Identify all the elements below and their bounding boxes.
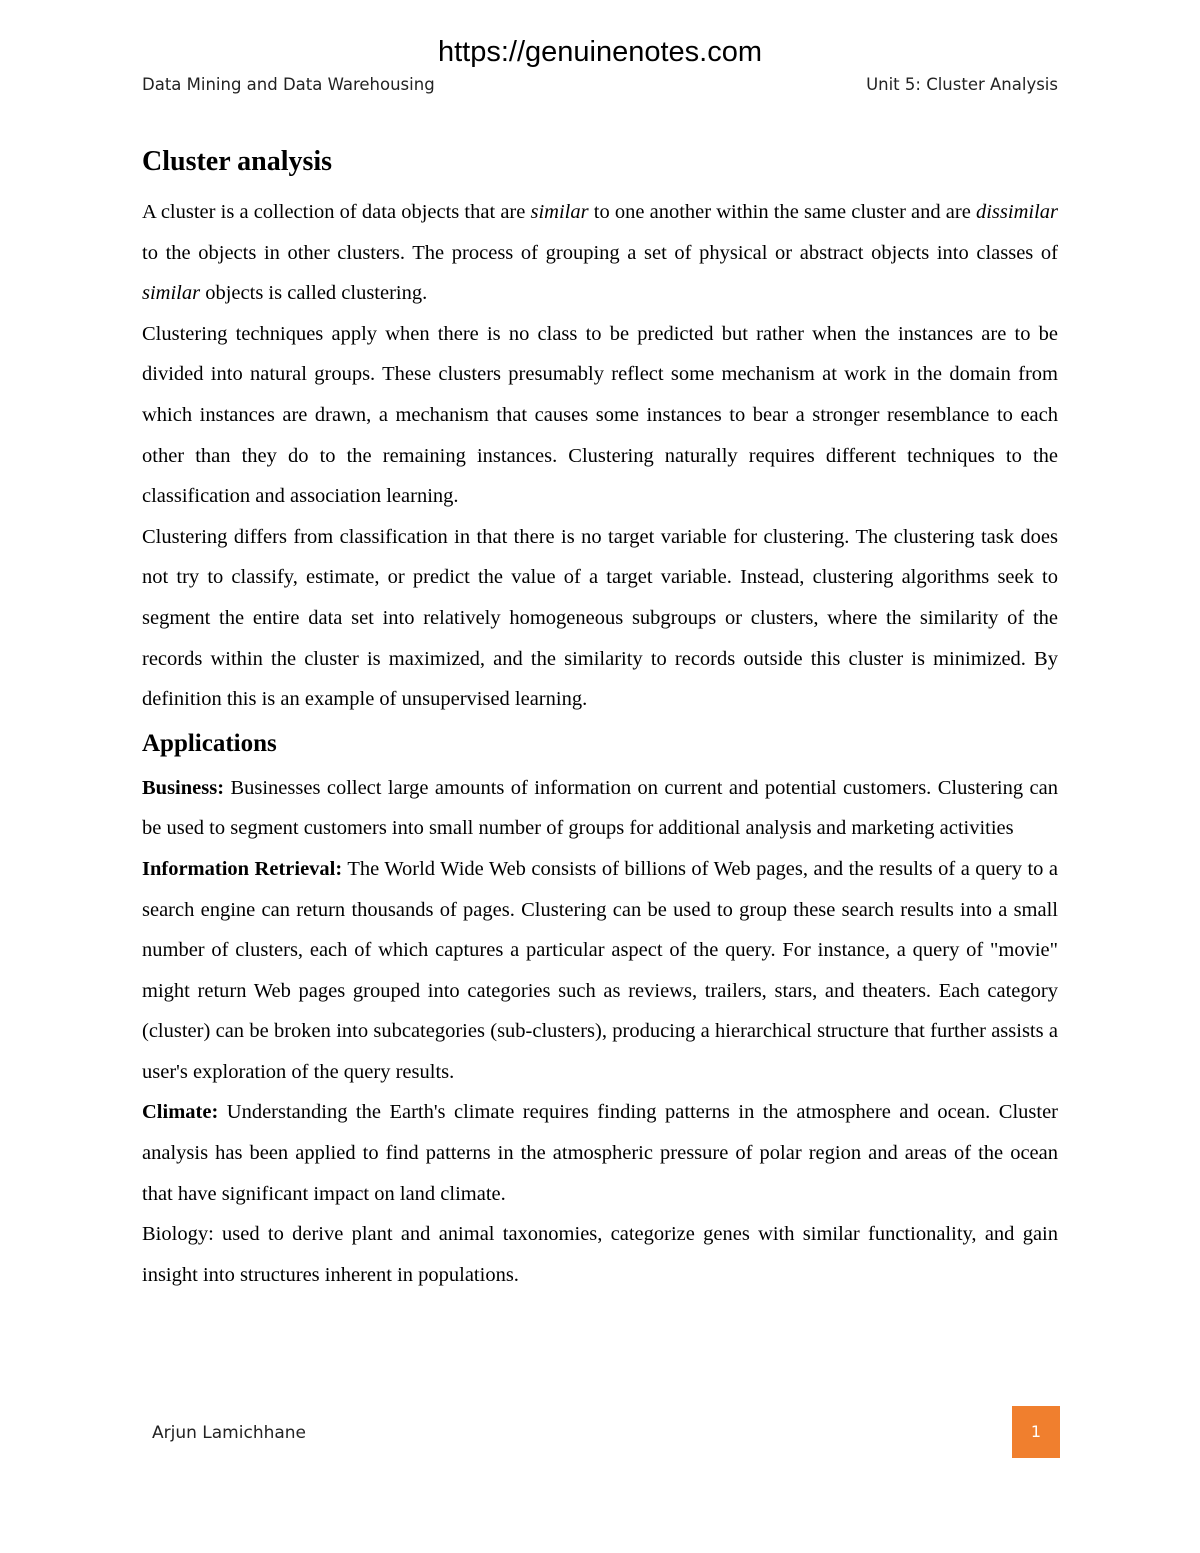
text-run: to the objects in other clusters. The process of grouping a set of physical or abstract objects into classes of — [142, 241, 1058, 264]
emphasis-similar: similar — [530, 201, 589, 223]
paragraph-climate — [142, 1092, 1058, 1214]
page-number-badge: 1 — [1012, 1406, 1060, 1458]
document-body — [142, 140, 1058, 1295]
paragraph-biology: Biology: used to derive plant and animal taxonomies, categorize genes with similar functionality, and gain insight into structures inherent in populations. — [142, 1223, 1058, 1286]
header-course-title: Data Mining and Data Warehousing — [142, 75, 435, 94]
emphasis-dissimilar: dissimilar — [975, 201, 1059, 223]
section-title-applications: Applications — [142, 729, 277, 757]
footer-author: Arjun Lamichhane — [152, 1423, 307, 1443]
text-run: The World Wide Web consists of billions of Web pages, and the results of a query to a search engine can return thousands of pages. Clustering can be used to group these search results into a small number of clusters, each of which captures a particular aspect of the query. For instance, a query of "movie" might return Web pages grouped into categories such as reviews, trailers, stars, and theaters. Each category (cluster) can be broken into subcategories (sub-clusters), producing a hierarchical structure that further assists a user's exploration of the query results. — [142, 857, 1058, 1083]
paragraph-clustering-vs-classification: Clustering differs from classification in that there is no target variable for clustering. The clustering task does not try to classify, estimate, or predict the value of a target variable. Instead, clustering algorithms seek to segment the entire data set into relatively homogeneous subgroups or clusters, where the similarity of the records within the cluster is maximized, and the similarity to records outside this cluster is minimized. By definition this is an example of unsupervised learning. — [142, 525, 1058, 711]
watermark-url[interactable]: https://genuinenotes.com — [437, 36, 763, 68]
paragraph-clustering-techniques: Clustering techniques apply when there is no class to be predicted but rather when the instances are to be divided into natural groups. These clusters presumably reflect some mechanism at work in the domain from which instances are drawn, a mechanism that causes some instances to bear a stronger resemblance to each other than they do to the remaining instances. Clustering naturally requires different techniques to the classification and association learning. — [142, 322, 1058, 508]
text-run: to one another within the same cluster and are — [588, 201, 976, 223]
header-unit-title: Unit 5: Cluster Analysis — [866, 75, 1058, 94]
text-run: A cluster is a collection of data objects that are — [142, 201, 531, 223]
running-header — [142, 72, 1058, 98]
paragraph-information-retrieval — [142, 849, 1058, 1093]
section-title-cluster-analysis: Cluster analysis — [142, 146, 333, 177]
text-run: Understanding the Earth's climate requires finding patterns in the atmosphere and ocean. Cluster analysis has been applied to find patterns in the atmospheric pressure of polar region and areas of the ocean that have significant impact on land climate. — [142, 1101, 1058, 1205]
paragraph-cluster-definition — [142, 192, 1058, 314]
label-climate: Climate: — [142, 1101, 219, 1124]
label-information-retrieval: Information Retrieval: — [142, 857, 343, 880]
emphasis-similar: similar — [142, 282, 201, 305]
paragraph-business — [142, 768, 1058, 849]
label-business: Business: — [142, 776, 225, 799]
text-run: objects is called clustering. — [200, 282, 428, 305]
text-run: Businesses collect large amounts of information on current and potential customers. Clustering can be used to segment customers into small number of groups for additional analysis and marketing activities — [142, 776, 1058, 840]
